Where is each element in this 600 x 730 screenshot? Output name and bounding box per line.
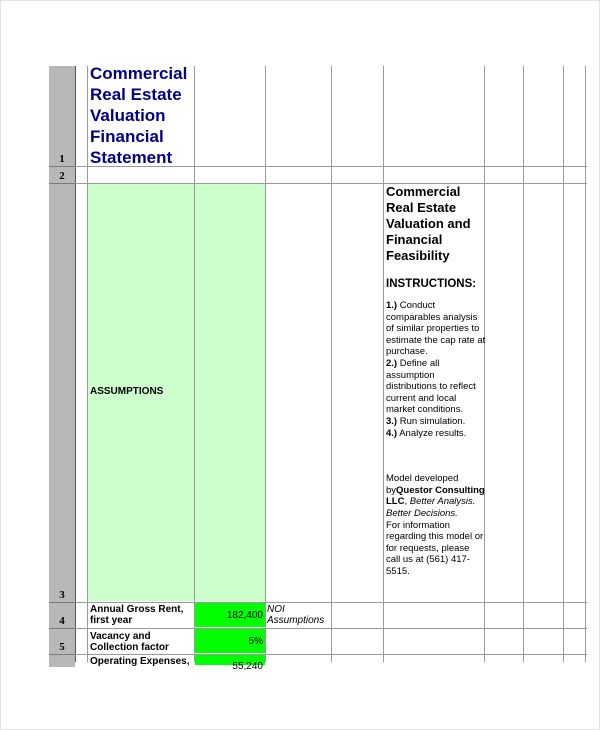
column-divider — [265, 66, 266, 662]
row-number: 5 — [59, 641, 65, 653]
instructions-panel — [386, 184, 486, 577]
spreadsheet — [49, 64, 587, 672]
row-header-4[interactable] — [49, 603, 75, 629]
sheet-title: Commercial Real Estate Valuation Financial Statement — [90, 64, 188, 167]
row-label-operating: Operating Expenses, — [90, 656, 190, 667]
assumptions-label: ASSUMPTIONS — [90, 386, 164, 397]
model-separator: , — [404, 496, 410, 508]
column-divider — [585, 66, 586, 662]
assumptions-value-fill — [195, 184, 265, 601]
row-header-2[interactable] — [49, 167, 75, 184]
column-divider — [383, 66, 384, 662]
value-gross-rent[interactable]: 182,400 — [226, 610, 263, 621]
row-number: 2 — [59, 170, 65, 182]
model-company: Questor Consulting LLC — [386, 484, 485, 508]
row-divider — [75, 183, 587, 184]
value-operating[interactable]: 55,240 — [232, 661, 263, 672]
model-prefix: Model developed by — [386, 473, 459, 496]
instructions-steps — [386, 300, 486, 439]
step-text: Conduct comparables analysis of similar properties to estimate the cap rate at purchase. — [386, 300, 486, 358]
row-divider — [75, 654, 587, 655]
row-divider — [75, 602, 587, 603]
column-divider — [563, 66, 564, 662]
column-divider — [523, 66, 524, 662]
step-number: 4.) — [386, 427, 398, 439]
step-item — [386, 428, 486, 440]
instructions-title: INSTRUCTIONS: — [386, 278, 477, 290]
step-text: Run simulation. — [399, 415, 466, 427]
step-item — [386, 416, 486, 428]
model-tagline: Better Analysis. Better Decisions. — [386, 496, 476, 519]
step-number: 3.) — [386, 415, 398, 427]
row-header-1[interactable] — [49, 66, 75, 167]
row-number: 4 — [59, 615, 65, 627]
row-header-6[interactable] — [49, 655, 75, 667]
note-noi-assumptions: NOI Assumptions — [267, 604, 325, 626]
row-header-5[interactable] — [49, 629, 75, 655]
step-text: Analyze results. — [399, 427, 467, 439]
row-number: 1 — [59, 153, 65, 165]
column-divider — [331, 66, 332, 662]
row-label-gross-rent: Annual Gross Rent, first year — [90, 604, 184, 626]
model-credit — [386, 473, 486, 577]
row-label-vacancy: Vacancy and Collection factor — [90, 631, 169, 653]
value-vacancy[interactable]: 5% — [248, 636, 263, 647]
row-header-3[interactable] — [49, 184, 75, 603]
step-number: 1.) — [386, 300, 398, 311]
model-contact: For information regarding this model or for requests, please call us at (561) 417-5515. — [386, 519, 484, 577]
column-divider — [75, 66, 76, 662]
step-item — [386, 300, 486, 358]
column-divider — [87, 66, 88, 662]
row-number: 3 — [59, 589, 65, 601]
step-item — [386, 358, 486, 416]
row-divider — [75, 628, 587, 629]
step-text: Define all assumption distributions to reflect current and local market conditions. — [386, 357, 476, 416]
step-number: 2.) — [386, 357, 398, 369]
panel-heading: Commercial Real Estate Valuation and Financial Feasibility — [386, 184, 471, 263]
